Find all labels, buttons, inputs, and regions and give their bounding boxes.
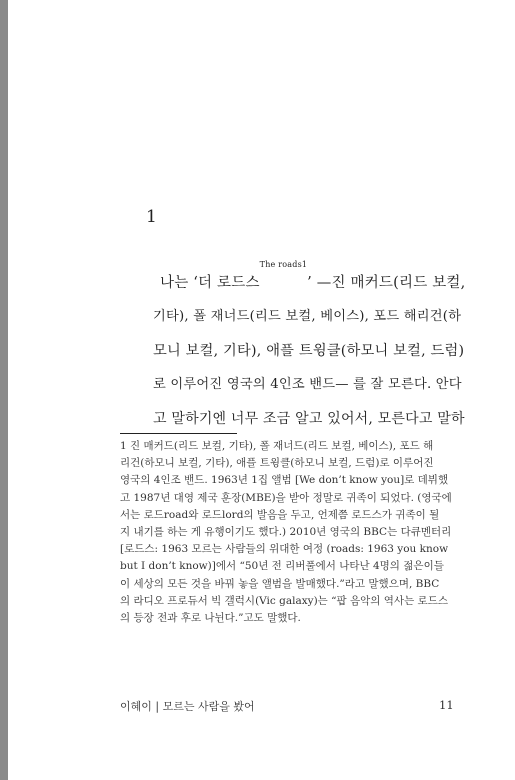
body-line-text: 나는 ‘더 로드스 [160, 275, 260, 291]
footnote-line: but I don’t know)]에서 “50년 전 리버풀에서 나타난 4명의 젊은이들 [120, 560, 444, 573]
body-line: 기타), 폴 재너드(리드 보컬, 베이스), 포드 해리건(하 [153, 309, 462, 324]
page-number: 11 [439, 698, 454, 712]
footnote-line: 의 라디오 프로듀서 빅 갤럭시(Vic galaxy)는 “팝 음악의 역사는 로드스 [120, 594, 448, 607]
body-line: 모니 보컬, 기타), 애플 트윙클(하모니 보컬, 드럼) [153, 343, 465, 359]
body-paragraph [153, 260, 466, 436]
footnote-line: [로드스: 1963 모르는 사람들의 위대한 여정 (roads: 1963 you know [120, 543, 449, 556]
body-line: 고 말하기엔 너무 조금 알고 있어서, 모른다고 말하 [153, 411, 465, 427]
body-line: 로 이루어진 영국의 4인조 밴드— 를 잘 모른다. 안다 [153, 377, 462, 392]
footnote-line: 지 내기를 하는 게 유행이기도 했다.) 2010년 영국의 BBC는 다큐멘터리 [120, 526, 452, 539]
footnote-line: 1 진 매커드(리드 보컬, 기타), 폴 재너드(리드 보컬, 베이스), 포드 해 [120, 440, 434, 452]
chapter-number: 1 [146, 207, 157, 227]
footnote-line: 의 등장 전과 후로 나뉜다.”고도 말했다. [120, 612, 301, 625]
footnote-reference[interactable]: The roads1 [259, 260, 308, 269]
footnote-divider [120, 433, 237, 434]
footnote [120, 438, 465, 627]
body-line [153, 260, 466, 300]
body-line-text: ’ —진 매커드(리드 보컬, [307, 275, 466, 291]
footnote-line: 리건(하모니 보컬, 기타), 애플 트윙클(하모니 보컬, 드럼)로 이루어진 [120, 457, 434, 470]
footnote-line: 영국의 4인조 밴드. 1963년 1집 앨범 [We don’t know you]로 데뷔했 [120, 474, 449, 487]
footnote-line: 고 1987년 대영 제국 훈장(MBE)을 받아 정말로 귀족이 되었다. (영국에 [120, 491, 452, 504]
footnote-line: 이 세상의 모든 것을 바꿔 놓을 앨범을 발매했다.”라고 말했으며, BBC [120, 577, 440, 590]
running-head: 이혜이 | 모르는 사람을 봤어 [120, 700, 255, 713]
book-page [8, 0, 515, 780]
footnote-line: 서는 로드road와 로드lord의 발음을 두고, 언제쯤 로드스가 귀족이 될 [120, 508, 440, 521]
